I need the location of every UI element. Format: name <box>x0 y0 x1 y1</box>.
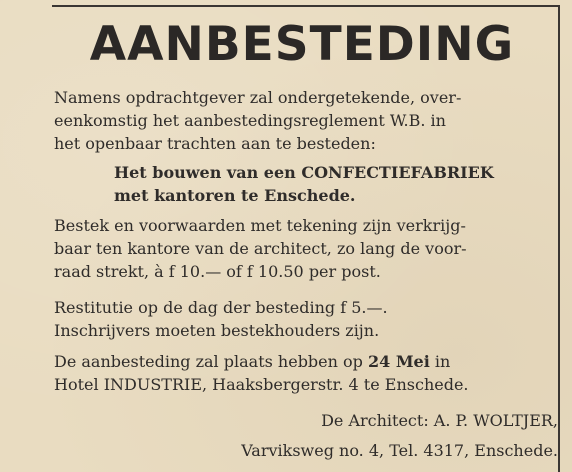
intro-line: Namens opdrachtgever zal ondergetekende, over- <box>54 88 462 107</box>
signature-name: De Architect: A. P. WOLTJER, <box>321 411 558 430</box>
restitution-line: Restitutie op de dag der besteding f 5.—. <box>54 298 388 317</box>
restitution-paragraph <box>54 296 564 342</box>
intro-paragraph <box>54 86 564 155</box>
venue-paragraph <box>54 350 564 396</box>
conditions-paragraph <box>54 214 564 283</box>
signature-address: Varviksweg no. 4, Tel. 4317, Enschede. <box>241 441 558 460</box>
project-line: Het bouwen van een CONFECTIEFABRIEK <box>114 163 494 182</box>
venue-suffix: in <box>434 352 451 371</box>
venue-line-1 <box>54 350 564 373</box>
conditions-line: Bestek en voorwaarden met tekening zijn verkrijg- <box>54 216 466 235</box>
intro-line: eenkomstig het aanbestedingsreglement W.B. in <box>54 111 446 130</box>
top-border-rule <box>52 5 560 7</box>
conditions-line: raad strekt, à f 10.— of f 10.50 per post. <box>54 262 381 281</box>
intro-line: het openbaar trachten aan te besteden: <box>54 134 376 153</box>
advertisement-title: AANBESTEDING <box>89 17 515 72</box>
restitution-line: Inschrijvers moeten bestekhouders zijn. <box>54 321 380 340</box>
venue-line-2: Hotel INDUSTRIE, Haaksbergerstr. 4 te Enschede. <box>54 375 469 394</box>
conditions-line: baar ten kantore van de architect, zo lang de voor- <box>54 239 467 258</box>
venue-date: 24 Mei <box>368 352 430 371</box>
venue-prefix: De aanbesteding zal plaats hebben op <box>54 352 363 371</box>
project-line: met kantoren te Enschede. <box>114 186 356 205</box>
project-description <box>114 161 564 207</box>
